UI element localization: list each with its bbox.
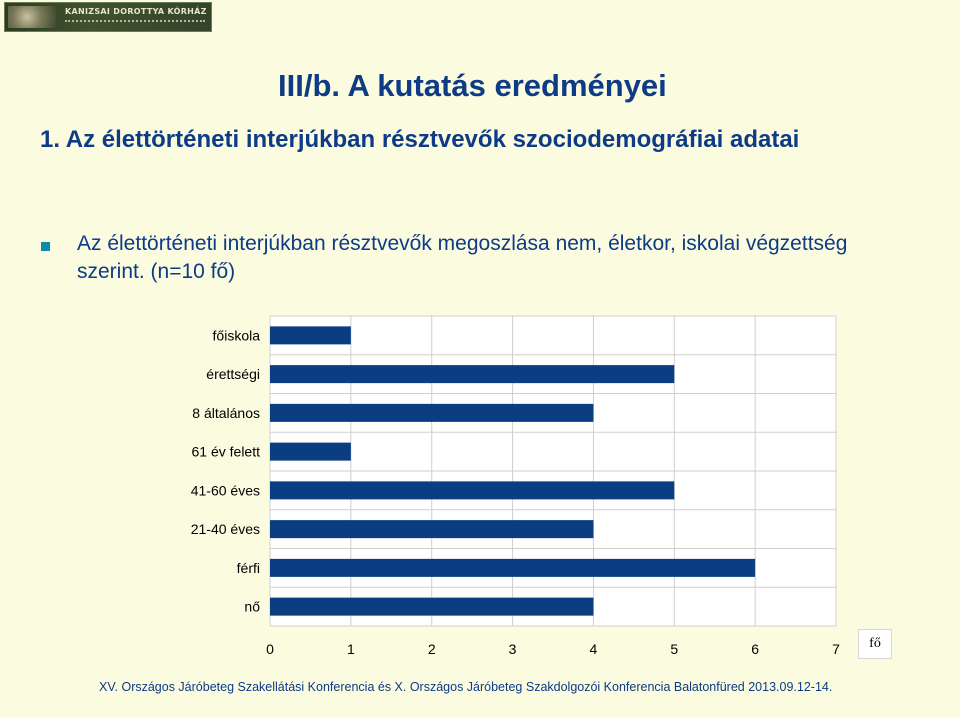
category-label: érettségi — [206, 366, 260, 383]
tick-label: 0 — [266, 641, 274, 657]
chart-tick-labels — [266, 641, 840, 657]
bar — [270, 559, 755, 577]
page-title: III/b. A kutatás eredményei — [278, 68, 667, 103]
tick-label: 3 — [508, 641, 517, 657]
category-label: nő — [244, 598, 260, 615]
category-label: 61 év felett — [191, 443, 260, 460]
category-label: férfi — [236, 559, 260, 576]
bullet-text: Az élettörténeti interjúkban résztvevők megoszlása nem, életkor, iskolai végzettség szerint. (n=10 fő) — [77, 232, 848, 283]
category-label: főiskola — [212, 327, 260, 344]
category-label: 41-60 éves — [190, 482, 260, 499]
chart-category-labels — [191, 327, 260, 614]
tick-label: 6 — [751, 641, 760, 657]
bar — [270, 481, 674, 499]
bar — [270, 404, 593, 422]
category-label: 21-40 éves — [190, 521, 260, 538]
bar — [270, 326, 351, 344]
page-subtitle: 1. Az élettörténeti interjúkban résztvevők szociodemográfiai adatai — [40, 126, 800, 153]
tick-label: 5 — [670, 641, 679, 657]
bar — [270, 520, 593, 538]
tick-label: 1 — [346, 641, 355, 657]
footer-text: XV. Országos Járóbeteg Szakellátási Konferencia és X. Országos Járóbeteg Szakdolgozói Konferencia Balatonfüred 2013.09.12-14. — [99, 680, 833, 694]
tick-label: 7 — [832, 641, 840, 657]
unit-label: fő — [858, 629, 892, 659]
logo-text: KANIZSAI DOROTTYA KÓRHÁZ — [65, 7, 207, 16]
category-label: 8 általános — [192, 404, 260, 421]
tick-label: 2 — [427, 641, 436, 657]
bar — [270, 365, 674, 383]
bar — [270, 598, 593, 616]
bar — [270, 443, 351, 461]
tick-label: 4 — [589, 641, 598, 657]
